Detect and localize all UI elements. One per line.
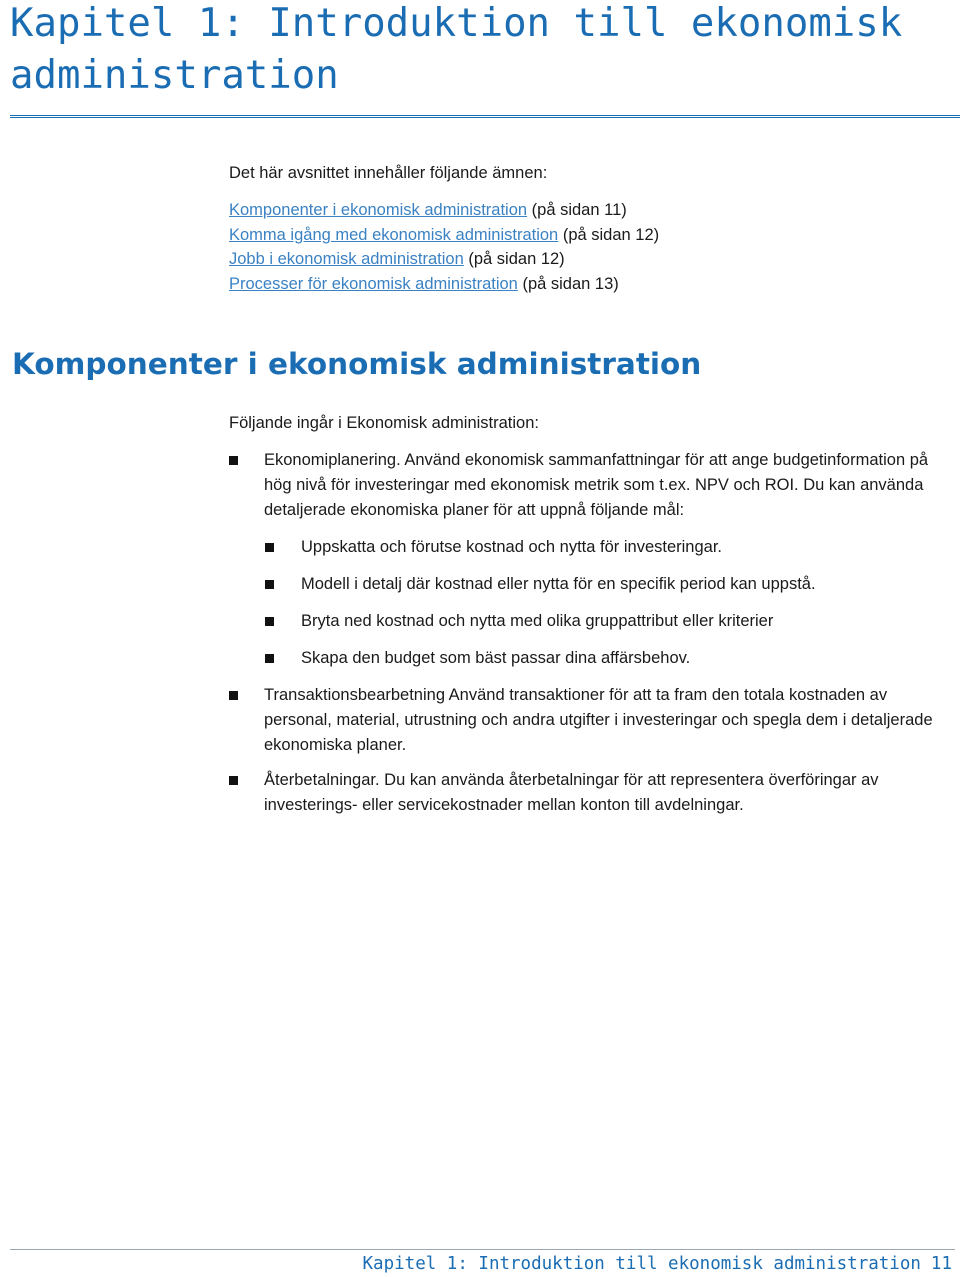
page-footer [363,1253,952,1275]
list-item [264,609,957,634]
list-item-text: Transaktionsbearbetning Använd transaktioner för att ta fram den totala kostnaden av personal, material, utrustning och andra utgifter i investeringar och spegla dem i detaljerade ekonomiska planer. [264,686,933,754]
topic-link[interactable]: Komponenter i ekonomisk administration [229,201,528,219]
list-item-text: Skapa den budget som bäst passar dina affärsbehov. [301,649,691,667]
topic-link[interactable]: Processer för ekonomisk administration [229,274,518,293]
square-bullet-icon [229,691,238,700]
topic-page-ref: (på sidan 13) [517,274,619,293]
page-number: 11 [930,1254,952,1274]
footer-divider [10,1249,955,1250]
intro-text: Det här avsnittet innehåller följande ämnen: [229,164,548,182]
square-bullet-icon [265,580,274,589]
list-item [229,768,957,818]
topic-list [229,198,659,296]
list-item-text: Uppskatta och förutse kostnad och nytta för investeringar. [301,538,722,556]
goal-list [264,535,957,671]
topic-row [229,272,659,297]
square-bullet-icon [265,543,274,552]
list-item [229,448,957,671]
topic-row [229,223,659,248]
square-bullet-icon [229,776,238,785]
list-item-text: Bryta ned kostnad och nytta med olika gruppattribut eller kriterier [301,612,774,630]
list-item [264,535,957,560]
title-divider [10,115,960,118]
footer-chapter-title: Kapitel 1: Introduktion till ekonomisk administration [362,1254,921,1274]
topic-link[interactable]: Jobb i ekonomisk administration [229,250,464,268]
list-item [264,572,957,597]
component-list [229,448,957,818]
topic-page-ref: (på sidan 11) [527,201,627,219]
square-bullet-icon [265,617,274,626]
topic-link[interactable]: Komma igång med ekonomisk administration [229,225,559,244]
topic-row [229,198,659,223]
list-item-text: Ekonomiplanering. Använd ekonomisk sammanfattningar för att ange budgetinformation på hög nivå för investeringar med ekonomisk metrik som t.ex. NPV och ROI. Du kan använda detaljerade ekonomiska planer för att uppnå följande mål: [264,451,929,519]
list-item [229,683,957,758]
list-item-text: Modell i detalj där kostnad eller nytta för en specifik period kan uppstå. [301,575,816,593]
list-item-text: Återbetalningar. Du kan använda återbetalningar för att representera överföringar av investerings- eller servicekostnader mellan konton till avdelningar. [264,771,879,814]
chapter-title: Kapitel 1: Introduktion till ekonomisk administration [10,1,903,98]
topic-page-ref: (på sidan 12) [558,225,660,244]
list-item [264,646,957,671]
square-bullet-icon [229,456,238,465]
square-bullet-icon [265,654,274,663]
topic-row [229,247,659,272]
topic-page-ref: (på sidan 12) [463,250,565,268]
section-heading: Komponenter i ekonomisk administration [12,347,702,381]
section-lead-text: Följande ingår i Ekonomisk administration: [229,414,539,432]
